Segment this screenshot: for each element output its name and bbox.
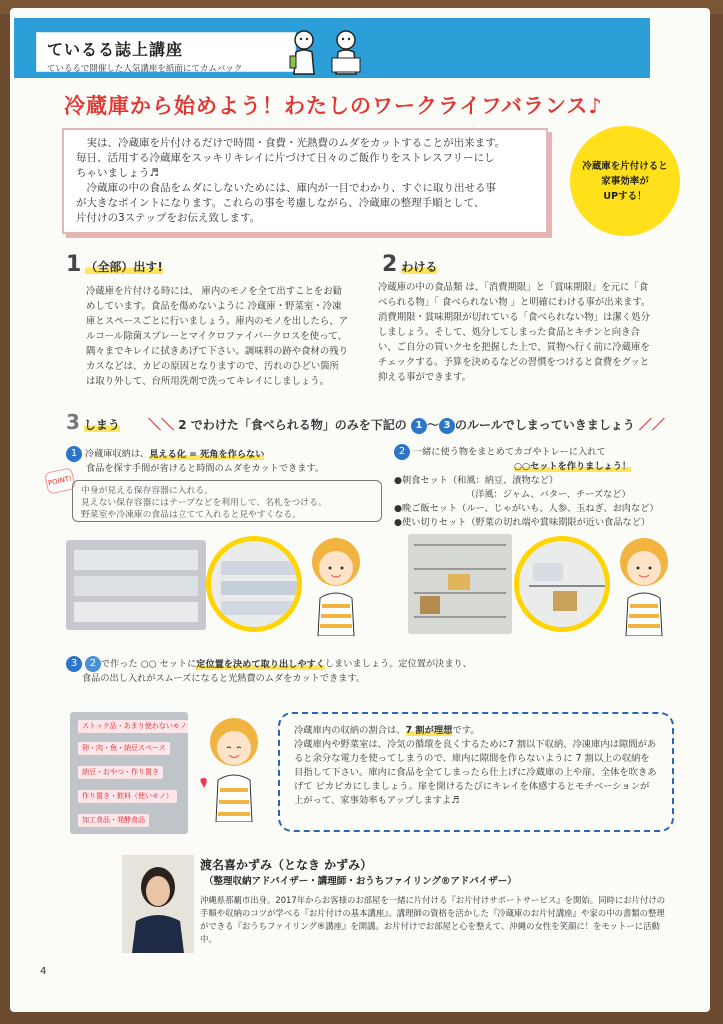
author-photo — [122, 855, 194, 953]
rule3-highlight: 定位置を決めて取り出しやすく — [196, 658, 325, 670]
slash-decoration: ／／ — [638, 418, 665, 433]
intro-line: 冷蔵庫の中の食品をムダにしないためには、庫内が一目でわかり、すぐに取り出せる事 — [86, 182, 496, 194]
author-role: （整理収納アドバイザー・講理師・おうちファイリング®アドバイザー） — [204, 876, 517, 887]
circle-number: 2 — [394, 444, 410, 460]
step1-body: 冷蔵庫を片付ける時には、 庫内のモノを全て出すことをお勧めしています。食品を傷めないように 冷蔵庫・野菜室・冷凍庫とスペースごとに行いましょう。庫内のモノを出したら、アルコール除菌スプレーとマイクロファイバークロスを使って、隅々までキレイに拭きあげて下さい。調味料の跡や食材の残りカスなどは、カビの原因となりますので、汚れのひどい箇所は取り外して、台所用洗剤で洗ってキレイにしましょう。 — [86, 286, 348, 387]
circle-number: 1 — [411, 418, 427, 434]
step3-rule-tilde: ～ — [426, 418, 439, 432]
ratio-highlight: 7 割が理想 — [405, 725, 453, 736]
step3-heading — [66, 410, 120, 434]
labeled-fridge-photo — [70, 712, 188, 834]
rule3-pre: で作った ○○ セットに — [100, 658, 197, 670]
circle-number: 3 — [439, 418, 455, 434]
circle-number: 3 — [66, 656, 82, 672]
step1-heading — [66, 252, 163, 277]
step3-label: しまう — [83, 418, 120, 432]
woman-illustration — [296, 532, 376, 636]
step3-rule-text: 2 でわけた「食べられる物」のみを下記の — [178, 418, 407, 432]
step1-number: 1 — [66, 252, 82, 277]
rule1-pre: 冷蔵庫収納は、 — [84, 448, 150, 460]
ratio-body: 冷蔵庫内や野菜室は、冷気の循環を良くするために7 割以下収納、冷凍庫内は隙間があると余分な電力を使ってしまうので、庫内に隙間を作らないように 7 割以上の収納を目指して下さい。庫内に食品を全てしまったら仕上げに冷蔵庫の上や扉、全体を吹きあげて ピカピカにしましょう。扉を開けるたびにキレイを体感するとモチベーションが上がって、家事効率もアップしますよ♬ — [294, 739, 657, 806]
step3-rule-text: のルールでしまっていきましょう — [454, 418, 635, 432]
badge-line: UPする！ — [603, 190, 647, 202]
step3-rule — [148, 414, 665, 434]
intro-line: 毎日、活用する冷蔵庫をスッキリキレイに片づけて日々のご飯作りをストレスフリーにし — [76, 152, 495, 164]
intro-box — [62, 128, 548, 234]
ratio-pre: 冷蔵庫内の収納の割合は、 — [294, 725, 406, 736]
author-name: 渡名喜かずみ（となき かずみ） — [200, 858, 373, 872]
page-headline: 冷蔵庫から始めよう！わたしのワークライフバランス♪ — [64, 94, 603, 118]
rule1-highlight: 見える化 = 死角を作らない — [149, 448, 265, 460]
step2-heading — [382, 252, 437, 277]
intro-line: 実は、冷蔵庫を片付けるだけで時間・食費・光熱費のムダをカットすることが出来ます。 — [86, 137, 506, 149]
intro-line: が大きなポイントになります。これらの事を考慮しながら、冷蔵庫の整理手順として、 — [76, 197, 485, 209]
step2-number: 2 — [382, 252, 398, 277]
page-number: 4 — [40, 966, 47, 977]
step3-number: 3 — [66, 410, 80, 434]
step2-label: わける — [401, 260, 438, 274]
rule2-text — [394, 444, 694, 530]
fridge-zoom-circle — [514, 536, 610, 632]
step1-label: （全部）出す! — [85, 260, 163, 274]
rule2-bullet: ●朝食セット（和風：納豆、漬物など） — [394, 475, 559, 486]
freezer-photo — [66, 540, 206, 630]
woman-illustration — [196, 712, 270, 822]
shelf-label: 納豆・おやつ・作り置き — [78, 766, 163, 779]
shelf-label: 加工食品・発酵食品 — [78, 814, 149, 827]
tip-line: 見えない保存容器にはテープなどを利用して、名札をつける。 — [81, 498, 327, 508]
rule2-highlight: ○○セットを作りましょう！ — [514, 461, 632, 472]
shelf-label: 作り置き・飲料（使いモノ） — [78, 790, 177, 803]
rule2-line1: 一緒に使う物をまとめてカゴやトレーに入れて — [412, 446, 606, 458]
circle-number: 1 — [66, 446, 82, 462]
shelf-label: 卵・肉・魚・納豆スペース — [78, 742, 170, 755]
header-title: ているる誌上講座 — [47, 40, 184, 59]
badge-line: 冷蔵庫を片付けると — [582, 160, 668, 172]
rule2-bullet: ●晩ご飯セット（ルー、じゃがいも、人参、玉ねぎ、お肉など） — [394, 503, 659, 514]
woman-illustration — [604, 532, 684, 636]
intro-line: ちゃいましょう♬ — [76, 167, 159, 179]
tip-box — [72, 480, 382, 522]
slash-decoration: ＼＼ — [148, 418, 175, 433]
shelf-label: ストック品・あまり使わないモノ — [78, 720, 188, 733]
rule1-text — [66, 446, 396, 476]
mascot-illustration — [282, 28, 374, 76]
rule3-line2: 食品の出し入れがスムーズになると光熱費のムダをカットできます。 — [82, 673, 366, 684]
rule3-text — [66, 656, 666, 686]
ratio-info-box — [278, 712, 674, 832]
badge-line: 家事効率が — [601, 175, 649, 187]
rule2-bullet: （洋風：ジャム、バター、チーズなど） — [466, 489, 631, 500]
benefit-badge — [570, 126, 680, 236]
intro-line: 片付けの3ステップをお伝え致します。 — [76, 212, 261, 224]
header-title-box — [36, 32, 296, 72]
rule1-line2: 食品を探す手間が省けると時間のムダをカットできます。 — [86, 463, 325, 474]
rule2-bullet: ●使い切りセット（野菜の切れ端や賞味期限が近い食品など） — [394, 517, 651, 528]
fridge-photo — [408, 534, 512, 634]
step2-body: 冷蔵庫の中の食品類 は、「消費期限」と「賞味期限」を元に「食べられる物」「 食べられない物 」と明確にわける事が出来ます。消費期限・賞味期限が切れている「食べられない物」は潔く処分しましょう。そして、処分してしまった食品とキチンと向き合い、ご自分の買いクセを把握した上で、買物へ行く前に冷蔵庫をチェックする。予算を決めるなどの習慣をつけると食費をグッと抑える事ができます。 — [378, 282, 651, 383]
header-subtitle: ているるで開催した人気講座を紙面にてカムバック — [47, 64, 243, 74]
tip-line: 野菜室や冷凍庫の食品は立てて入れると見やすくなる。 — [81, 510, 301, 520]
point-tag: POINT! — [44, 467, 76, 494]
tip-line: 中身が見える保存容器に入れる。 — [81, 486, 213, 496]
rule3-post: しまいましょう。定位置が決まり、 — [324, 658, 472, 670]
freezer-zoom-circle — [206, 536, 302, 632]
ratio-post: です。 — [452, 725, 480, 736]
author-bio: 沖縄県那覇市出身。2017年からお客様のお部屋を一緒に片付ける『お片付けサポートサービス』を開始。同時にお片付けの手順や収納のコツが学べる『お片付けの基本講座』、講理師の資格を活かした『冷蔵庫のお片付講座』や家の中の書類の整理ができる『おうちファイリング®講座』を開講。お片付けでお部屋と心を整えて、沖縄の女性を笑顔に！をモットーに活動中。 — [200, 895, 666, 944]
circle-number: 2 — [85, 656, 101, 672]
